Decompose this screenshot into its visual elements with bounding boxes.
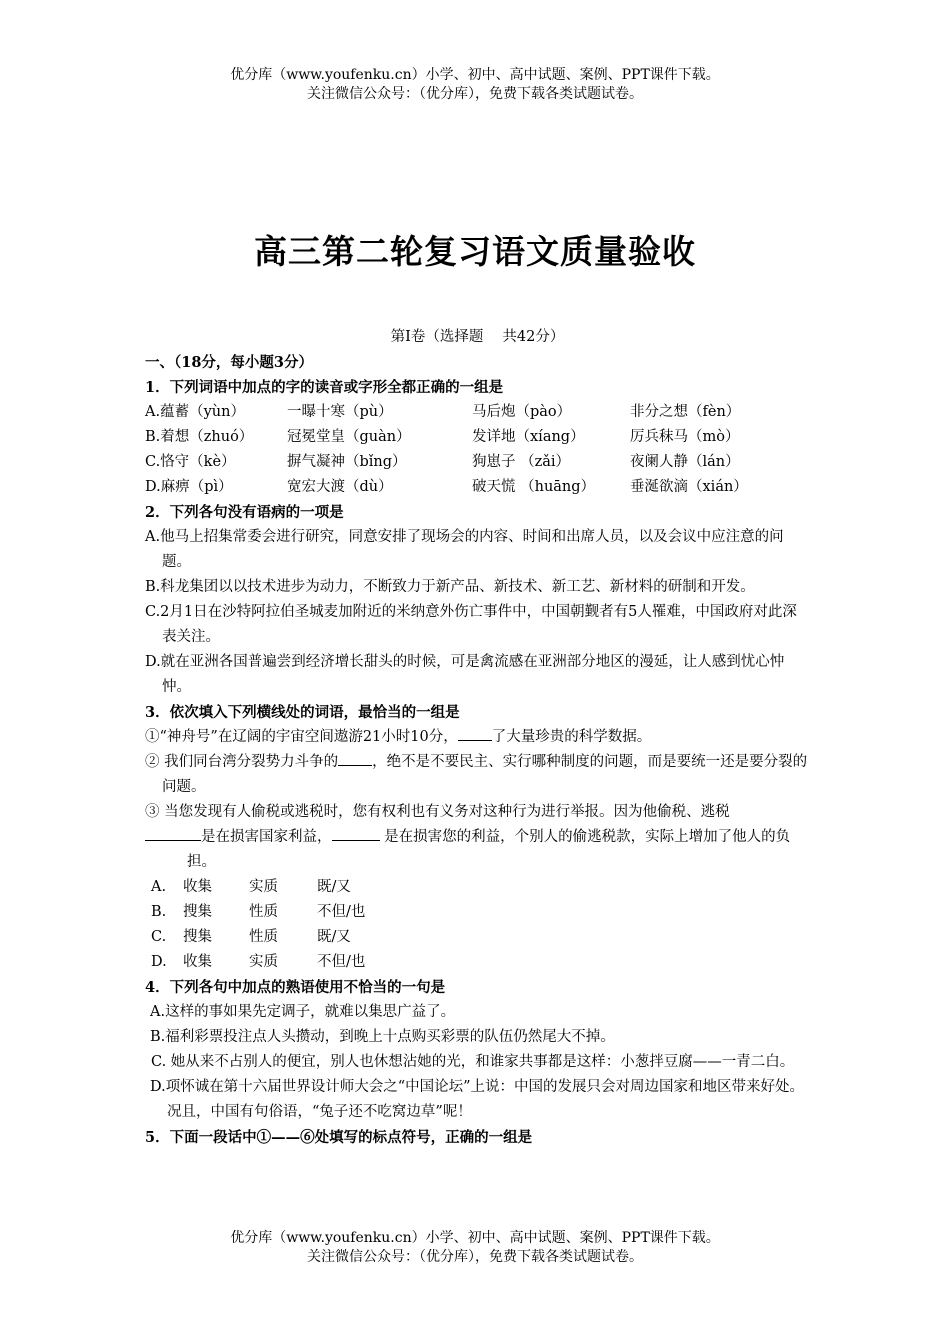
question-1-stem: 1．下列词语中加点的字的读音或字形全都正确的一组是	[145, 379, 504, 396]
q1-cell: 破天慌 （huāng）	[472, 479, 596, 495]
fill-blank	[458, 725, 492, 741]
section-heading: 一、（18分，每小题3分）	[145, 354, 314, 371]
option-word: 实质	[249, 879, 278, 895]
q3-sentence-2	[145, 750, 810, 800]
exam-content	[145, 325, 810, 1150]
option-letter: C.	[151, 929, 167, 945]
q1-option-row-b	[145, 425, 810, 450]
q1-cell: 狗崽子 （zǎi）	[472, 454, 571, 470]
q1-cell: C.恪守（kè）	[145, 454, 236, 470]
q1-cell: 宽宏大渡（dù）	[287, 479, 393, 495]
q1-option-row-a	[145, 400, 810, 425]
q3-option-c	[145, 925, 810, 950]
page-footer	[0, 1229, 950, 1267]
option-letter: D.	[151, 954, 167, 970]
footer-line-2: 关注微信公众号：（优分库），免费下载各类试题试卷。	[307, 1249, 643, 1265]
q2-option-c: C.2月1日在沙特阿拉伯圣城麦加附近的米纳意外伤亡事件中，中国朝觐者有5人罹难，中国政府对此深表关注。	[145, 604, 797, 645]
q1-cell: 冠冕堂皇（guàn）	[287, 429, 411, 445]
q3-s3-line-2	[145, 825, 810, 875]
q1-cell: A.蕴蓄（yùn）	[145, 404, 245, 420]
q2-option-b: B.科龙集团以以技术进步为动力，不断致力于新产品、新技术、新工艺、新材料的研制和开发。	[145, 579, 755, 595]
q1-cell: 非分之想（fèn）	[630, 404, 741, 420]
q1-cell: 一曝十寒（pù）	[287, 404, 393, 420]
fill-blank	[338, 750, 372, 766]
footer-line-1: 优分库（www.youfenku.cn）小学、初中、高中试题、案例、PPT课件下载。	[230, 1230, 720, 1246]
q3-option-d	[145, 950, 810, 975]
option-letter: B.	[151, 904, 167, 920]
q3-sentence-3	[145, 800, 810, 875]
question-5-stem: 5．下面一段话中①——⑥处填写的标点符号，正确的一组是	[145, 1129, 533, 1146]
q3-s1-text-b: 了大量珍贵的科学数据。	[491, 729, 652, 745]
question-4-stem: 4．下列各句中加点的熟语使用不恰当的一句是	[145, 979, 446, 996]
question-2-stem: 2．下列各句没有语病的一项是	[145, 504, 344, 521]
q4-option-d: D.项怀诚在第十六届世界设计师大会之“中国论坛”上说：中国的发展只会对周边国家和地区带来好处。况且，中国有句俗语，“兔子还不吃窝边草”呢！	[150, 1079, 805, 1120]
q3-s3-text-c: 是在损害您的利益，个别人的偷逃税款，实际上增加了他人的负担。	[187, 829, 791, 870]
q3-sentence-1	[145, 725, 810, 750]
q3-s3-text-a: ③ 当您发现有人偷税或逃税时，您有权利也有义务对这种行为进行举报。因为他偷税、逃税	[145, 804, 730, 820]
option-word: 实质	[249, 954, 278, 970]
option-word: 性质	[249, 929, 278, 945]
option-word: 收集	[183, 879, 212, 895]
option-word: 搜集	[183, 929, 212, 945]
option-letter: A.	[151, 879, 167, 895]
option-word: 性质	[249, 904, 278, 920]
q1-option-row-c	[145, 450, 810, 475]
option-word: 不但/也	[317, 904, 366, 920]
page-title: 高三第二轮复习语文质量验收	[254, 232, 696, 271]
q3-s2-text-b: ，绝不是不要民主、实行哪种制度的问题，而是要统一还是要分裂的问题。	[162, 754, 808, 795]
q4-option-c: C. 她从来不占别人的便宜，别人也休想沾她的光，和谁家共事都是这样：小葱拌豆腐——一青二白。	[151, 1054, 795, 1070]
q1-cell: 厉兵秣马（mò）	[630, 429, 740, 445]
header-line-2: 关注微信公众号：（优分库），免费下载各类试题试卷。	[307, 86, 643, 102]
q4-option-b: B.福利彩票投注点人头攒动，到晚上十点购买彩票的队伍仍然尾大不掉。	[150, 1029, 615, 1045]
q2-option-d: D.就在亚洲各国普遍尝到经济增长甜头的时候，可是禽流感在亚洲部分地区的漫延，让人感到忧心忡忡。	[145, 654, 785, 695]
header-line-1: 优分库（www.youfenku.cn）小学、初中、高中试题、案例、PPT课件下载。	[230, 67, 720, 83]
q3-option-b	[145, 900, 810, 925]
part-heading: 第Ⅰ卷（选择题 共42分）	[390, 329, 565, 345]
q2-option-a: A.他马上招集常委会进行研究，同意安排了现场会的内容、时间和出席人员，以及会议中应注意的问题。	[145, 529, 784, 570]
option-word: 不但/也	[317, 954, 366, 970]
q3-s1-text-a: ①“神舟号”在辽阔的宇宙空间遨游21小时10分，	[145, 729, 458, 745]
fill-blank	[145, 825, 201, 841]
q1-cell: 垂涎欲滴（xián）	[630, 479, 748, 495]
option-word: 搜集	[183, 904, 212, 920]
q1-option-row-d	[145, 475, 810, 500]
q1-cell: D.麻痹（pì）	[145, 479, 233, 495]
q3-s3-text-b: 是在损害国家利益，	[201, 829, 332, 845]
q1-cell: 摒气凝神（bǐng）	[287, 454, 407, 470]
q4-option-a: A.这样的事如果先定调子，就难以集思广益了。	[150, 1004, 456, 1020]
q1-cell: B.着想（zhuó）	[145, 429, 254, 445]
q1-cell: 发详地（xíang）	[472, 429, 585, 445]
q3-option-a	[145, 875, 810, 900]
option-word: 既/又	[317, 929, 351, 945]
page-header	[0, 66, 950, 104]
fill-blank	[332, 825, 380, 841]
q3-s2-text-a: ② 我们同台湾分裂势力斗争的	[145, 754, 339, 770]
q1-cell: 夜阑人静（lán）	[630, 454, 740, 470]
question-3-stem: 3．依次填入下列横线处的词语，最恰当的一组是	[145, 704, 460, 721]
option-word: 收集	[183, 954, 212, 970]
option-word: 既/又	[317, 879, 351, 895]
q1-cell: 马后炮（pào）	[472, 404, 572, 420]
